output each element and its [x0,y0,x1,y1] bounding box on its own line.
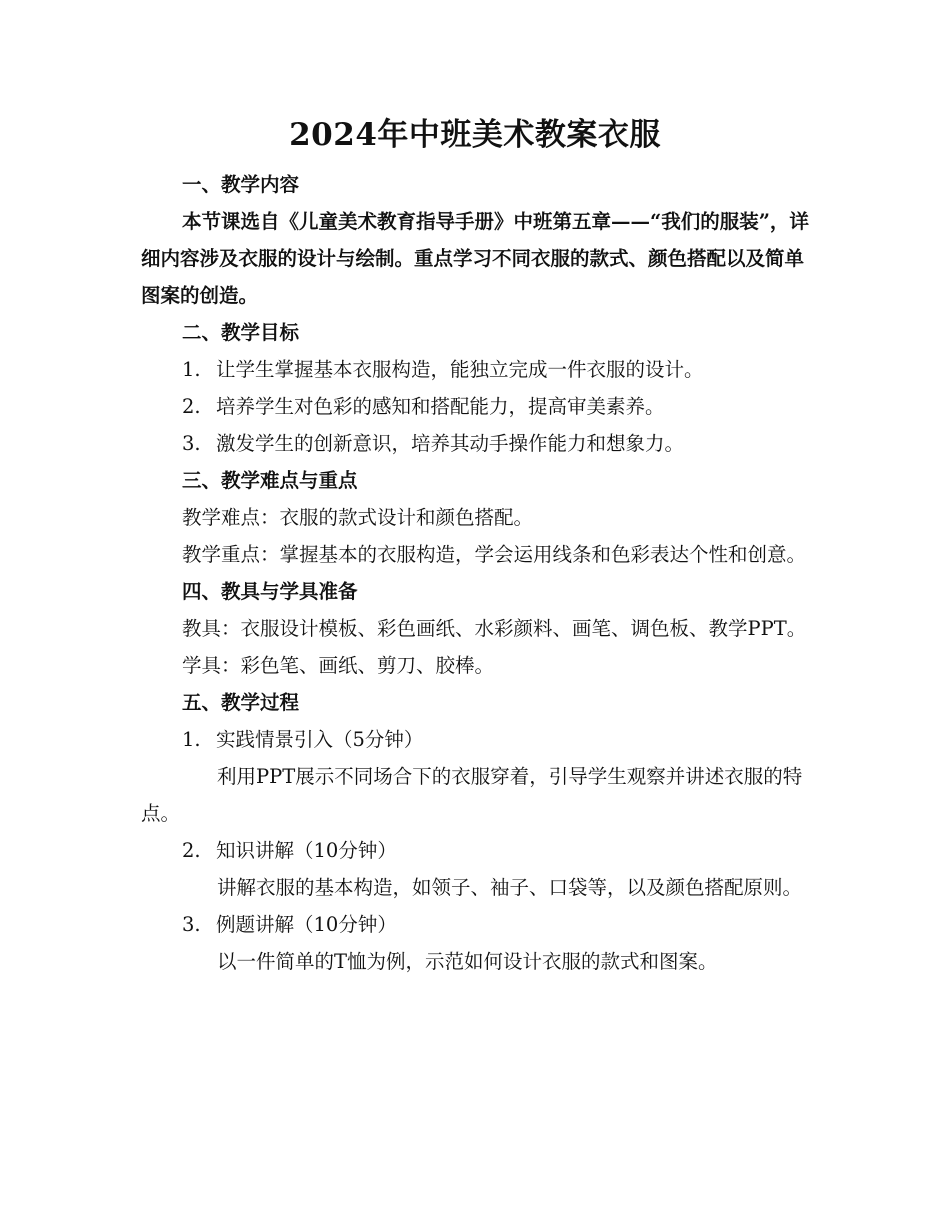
objective-item [141,425,809,462]
process-step-label: 知识讲解（10分钟） [216,839,397,862]
objective-item [141,388,809,425]
objective-text: 培养学生对色彩的感知和搭配能力，提高审美素养。 [216,395,665,418]
objective-item [141,351,809,388]
key-point-text: 教学重点：掌握基本的衣服构造，学会运用线条和色彩表达个性和创意。 [182,543,807,566]
document-title: 2024年中班美术教案衣服 [289,117,661,153]
section-heading-process: 五、教学过程 [182,691,300,714]
document-page [141,112,809,980]
process-step-title [141,721,809,758]
difficulty-text: 教学难点：衣服的款式设计和颜色搭配。 [182,506,534,529]
objective-text: 激发学生的创新意识，培养其动手操作能力和想象力。 [216,432,685,455]
process-step-detail: 以一件简单的T恤为例，示范如何设计衣服的款式和图案。 [217,950,718,973]
objective-text: 让学生掌握基本衣服构造，能独立完成一件衣服的设计。 [216,358,704,381]
objective-number: 1. [182,358,201,381]
student-materials-text: 学具：彩色笔、画纸、剪刀、胶棒。 [182,654,495,677]
objective-number: 2. [182,395,201,418]
process-step-number: 2. [182,839,201,862]
objective-number: 3. [182,432,201,455]
section-heading-content: 一、教学内容 [182,173,300,196]
process-step-number: 1. [182,728,201,751]
process-step-label: 实践情景引入（5分钟） [216,728,424,751]
section-content-body: 本节课选自《儿童美术教育指导手册》中班第五章——“我们的服装”，详细内容涉及衣服的设计与绘制。重点学习不同衣服的款式、颜色搭配以及简单图案的创造。 [141,210,809,307]
section-heading-difficulties: 三、教学难点与重点 [182,469,358,492]
process-step-number: 3. [182,913,201,936]
process-step-detail: 讲解衣服的基本构造，如领子、袖子、口袋等，以及颜色搭配原则。 [217,876,803,899]
section-heading-objectives: 二、教学目标 [182,321,300,344]
process-step-label: 例题讲解（10分钟） [216,913,397,936]
process-step-detail: 利用PPT展示不同场合下的衣服穿着，引导学生观察并讲述衣服的特点。 [141,765,803,825]
section-heading-materials: 四、教具与学具准备 [182,580,358,603]
process-step-title [141,906,809,943]
process-step-title [141,832,809,869]
teacher-materials-text: 教具：衣服设计模板、彩色画纸、水彩颜料、画笔、调色板、教学PPT。 [182,617,807,640]
